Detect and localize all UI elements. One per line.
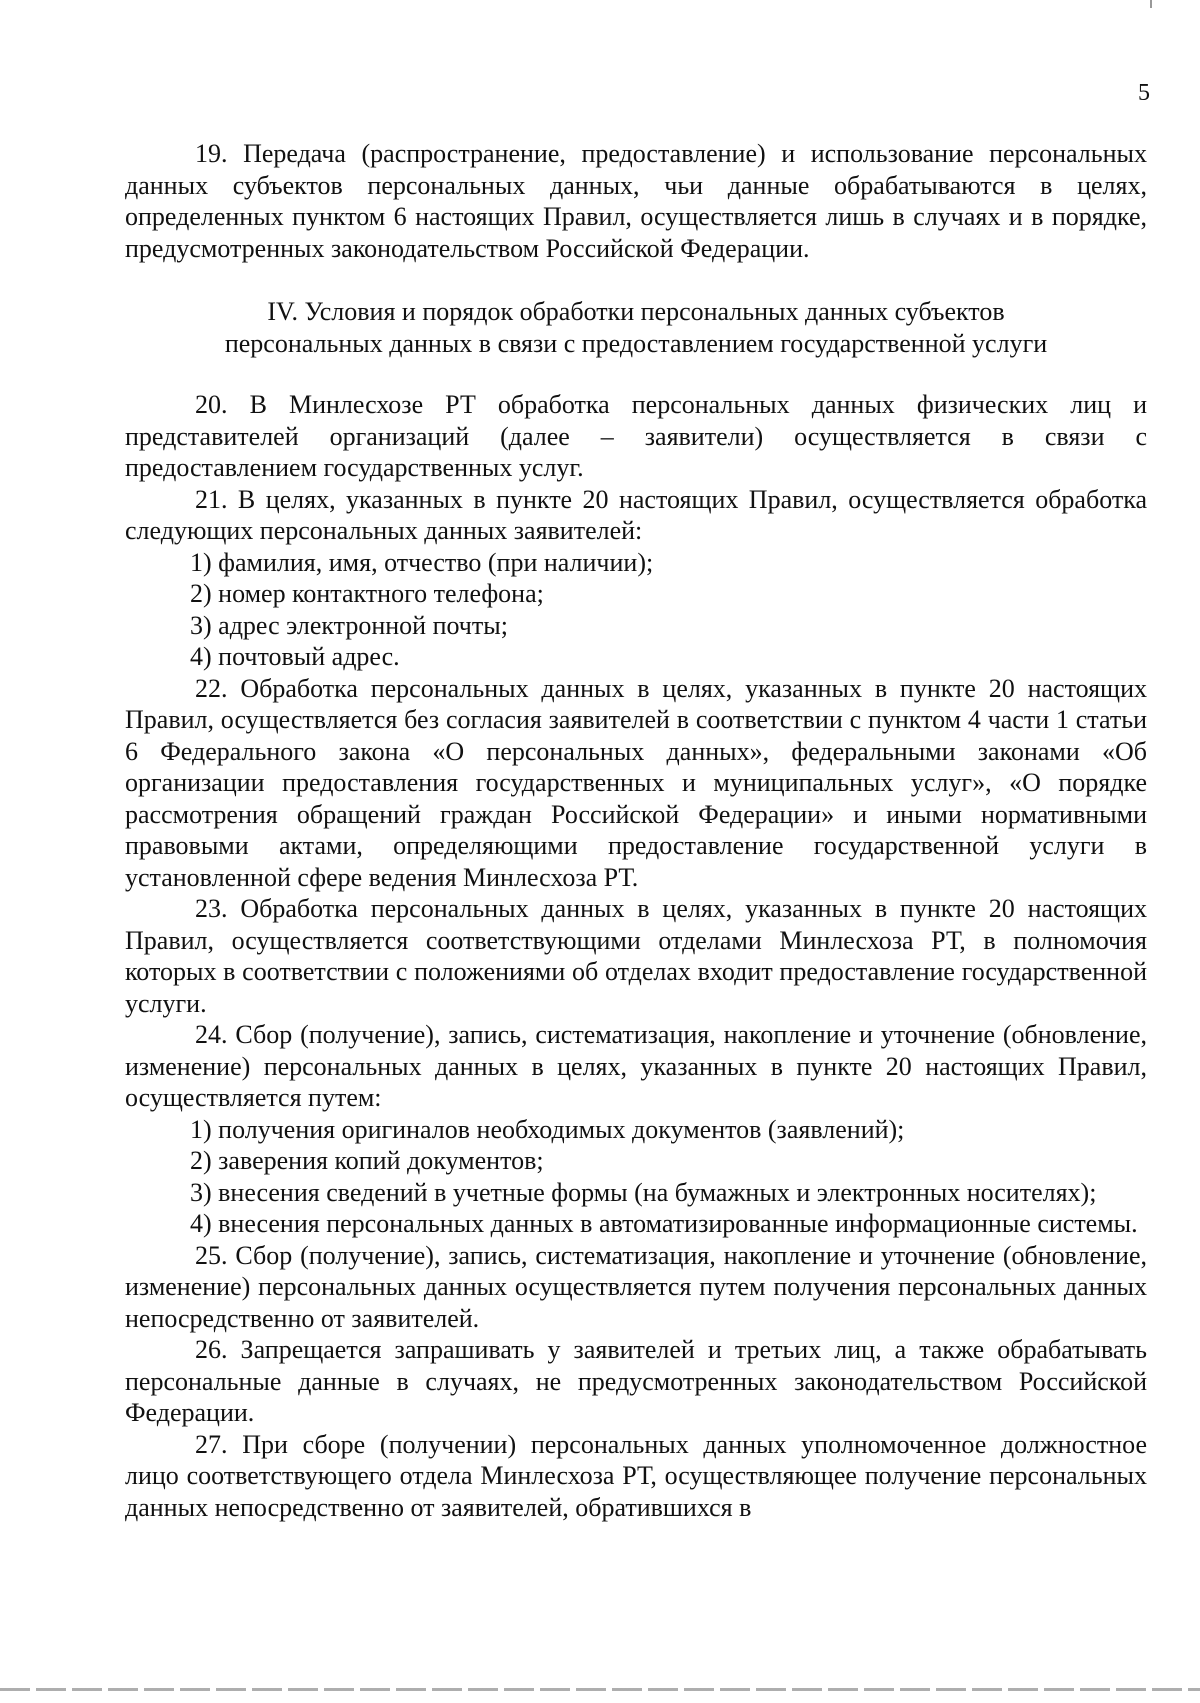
section-heading-line-1: IV. Условия и порядок обработки персональных данных субъектов bbox=[267, 297, 1005, 326]
list-item-24-1: 1) получения оригиналов необходимых документов (заявлений); bbox=[190, 1114, 905, 1144]
paragraph-19: 19. Передача (распространение, предоставление) и использование персональных данных субъектов персональных данных, чьи данные обрабатываются в целях, определенных пунктом 6 настоящих Правил, осуществляется лишь в случаях и в порядке, предусмотренных законодательством Российской Федерации. bbox=[125, 139, 1147, 263]
scan-artifact-mark bbox=[1150, 0, 1152, 8]
paragraph-25: 25. Сбор (получение), запись, систематизация, накопление и уточнение (обновление, изменение) персональных данных осуществляется путем получения персональных данных непосредственно от заявителей. bbox=[125, 1240, 1147, 1333]
paragraph-22: 22. Обработка персональных данных в целях, указанных в пункте 20 настоящих Правил, осуществляется без согласия заявителей в соответствии с пунктом 4 части 1 статьи 6 Федерального закона «О персональных данных», федеральными законами «Об организации предоставления государственных и муниципальных услуг», «О порядке рассмотрения обращений граждан Российской Федерации» и иными нормативными правовыми актами, определяющими предоставление государственной услуги в установленной сфере ведения Минлесхоза РТ. bbox=[125, 673, 1147, 892]
scan-edge-artifact bbox=[0, 1688, 1200, 1691]
paragraph-20: 20. В Минлесхозе РТ обработка персональных данных физических лиц и представителей организаций (далее – заявители) осуществляется в связи с предоставлением государственных услуг. bbox=[125, 390, 1147, 482]
list-item-24-4: 4) внесения персональных данных в автоматизированные информационные системы. bbox=[190, 1209, 1138, 1238]
paragraph-21: 21. В целях, указанных в пункте 20 настоящих Правил, осуществляется обработка следующих персональных данных заявителей: bbox=[125, 484, 1147, 545]
section-heading bbox=[125, 296, 1147, 359]
list-item-21-2: 2) номер контактного телефона; bbox=[190, 579, 544, 608]
list-item-21-3: 3) адрес электронной почты; bbox=[190, 610, 508, 640]
page-number: 5 bbox=[1138, 80, 1150, 106]
list-item-21-1: 1) фамилия, имя, отчество (при наличии); bbox=[190, 547, 654, 577]
paragraph-24: 24. Сбор (получение), запись, систематизация, накопление и уточнение (обновление, изменение) персональных данных в целях, указанных в пункте 20 настоящих Правил, осуществляется путем: bbox=[125, 1020, 1147, 1112]
section-heading-line-2: персональных данных в связи с предоставлением государственной услуги bbox=[224, 328, 1048, 358]
paragraph-26: 26. Запрещается запрашивать у заявителей и третьих лиц, а также обрабатывать персональные данные в случаях, не предусмотренных законодательством Российской Федерации. bbox=[125, 1335, 1147, 1427]
list-item-21-4: 4) почтовый адрес. bbox=[190, 642, 400, 671]
paragraph-23: 23. Обработка персональных данных в целях, указанных в пункте 20 настоящих Правил, осуществляется соответствующими отделами Минлесхоза РТ, в полномочия которых в соответствии с положениями об отделах входит предоставление государственной услуги. bbox=[125, 894, 1147, 1018]
list-item-24-3: 3) внесения сведений в учетные формы (на бумажных и электронных носителях); bbox=[190, 1177, 1097, 1207]
document-body bbox=[125, 138, 1147, 1523]
paragraph-27: 27. При сборе (получении) персональных данных уполномоченное должностное лицо соответствующего отдела Минлесхоза РТ, осуществляющее получение персональных данных непосредственно от заявителей, обратившихся в bbox=[125, 1429, 1147, 1522]
list-item-24-2: 2) заверения копий документов; bbox=[190, 1146, 544, 1175]
